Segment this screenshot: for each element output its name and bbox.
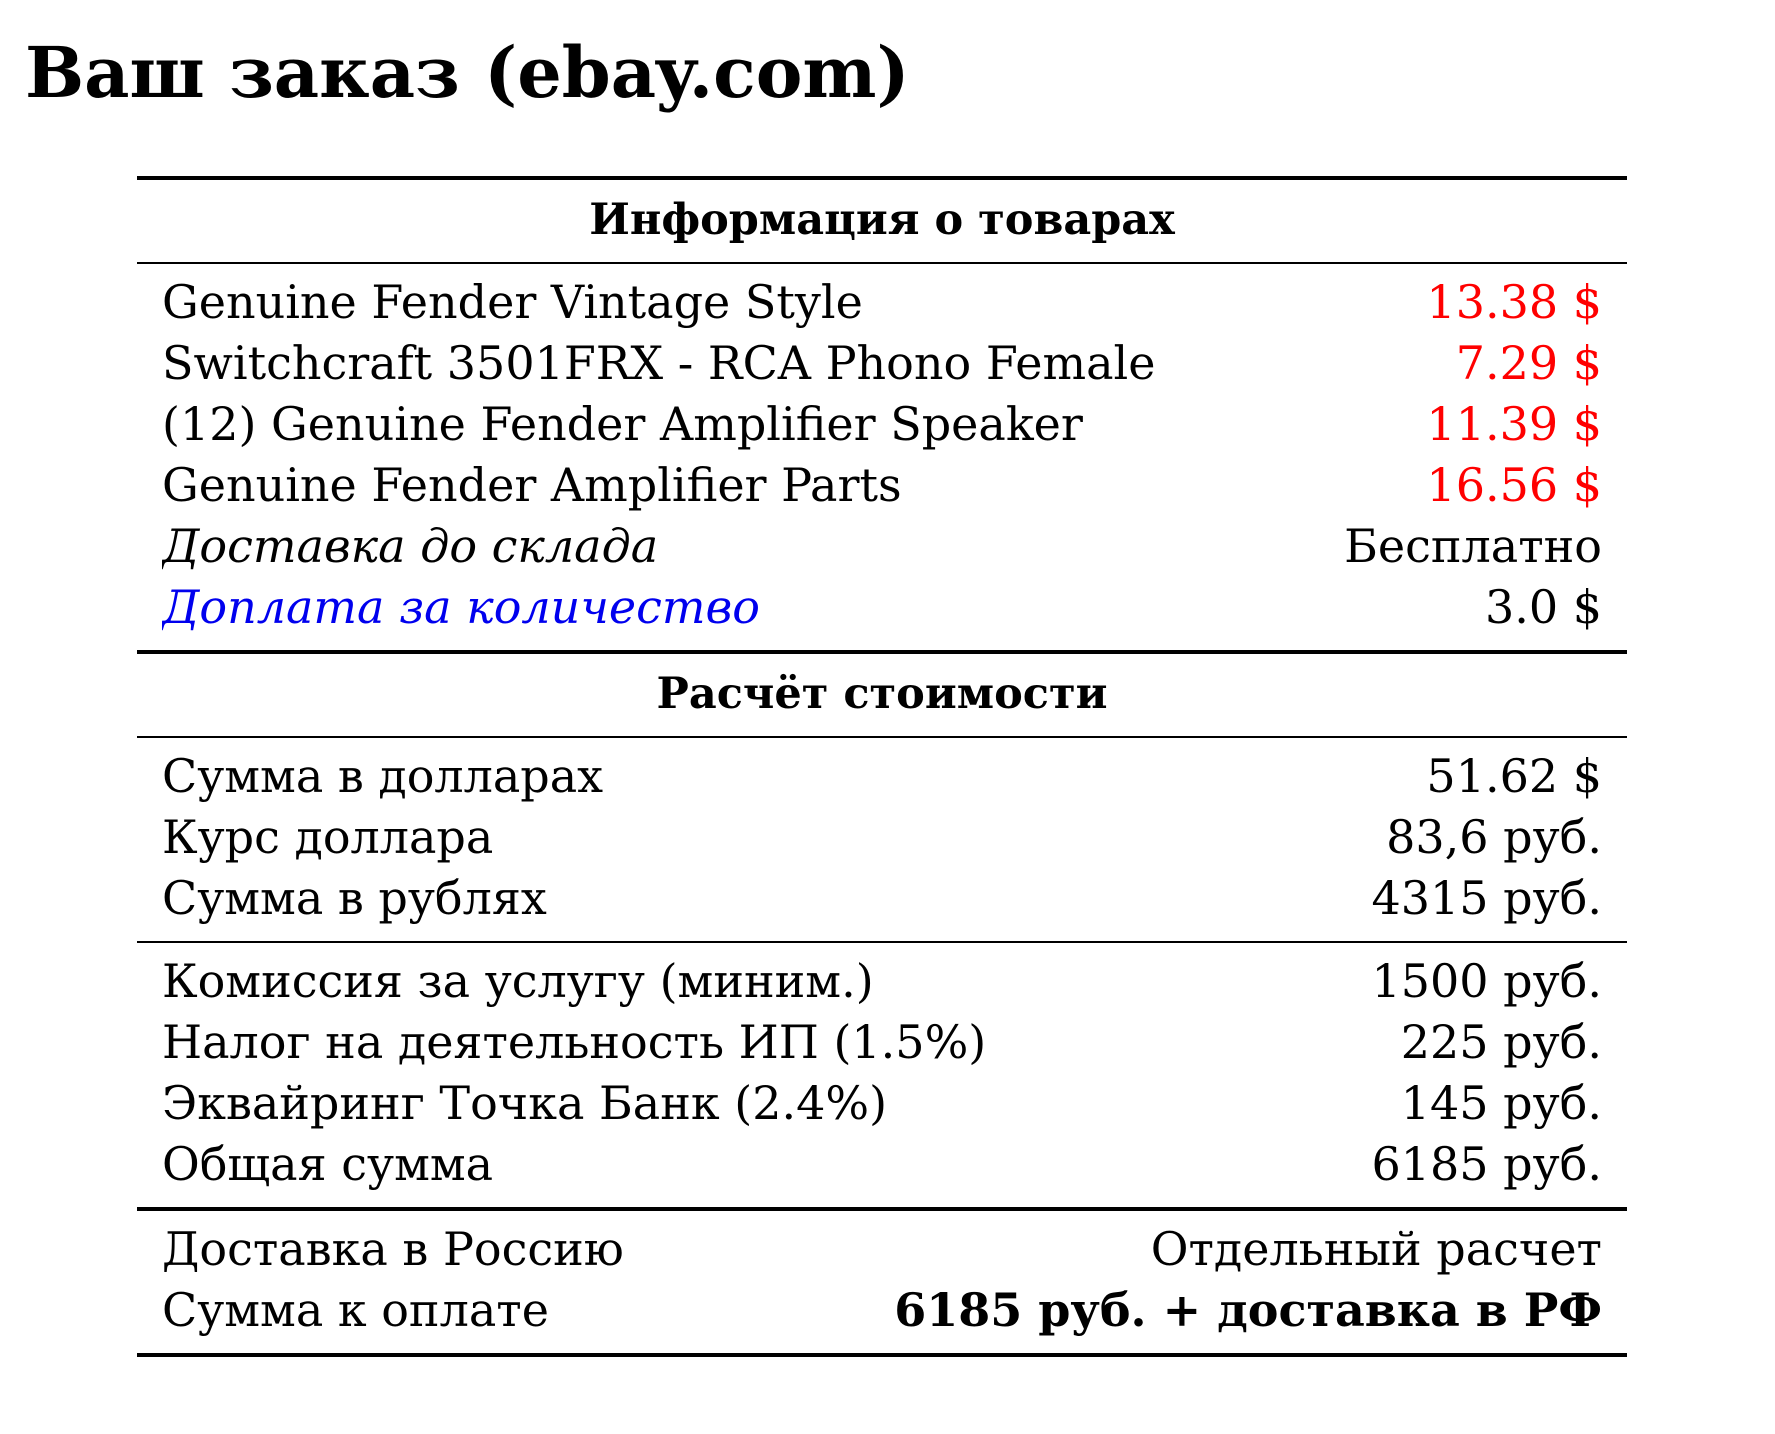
products-list (137, 264, 1627, 650)
total-value: 6185 руб. (1371, 1137, 1602, 1191)
product-name: Genuine Fender Vintage Style (162, 275, 863, 329)
acquiring-row (137, 1073, 1627, 1134)
tax-row (137, 1012, 1627, 1073)
russia-delivery-row (137, 1219, 1627, 1280)
service-fee-value: 1500 руб. (1371, 954, 1602, 1008)
warehouse-shipping-row (137, 516, 1627, 577)
warehouse-shipping-value: Бесплатно (1344, 519, 1602, 573)
tax-label: Налог на деятельность ИП (1.5%) (162, 1015, 987, 1069)
total-row (137, 1134, 1627, 1195)
table-bottom-rule (137, 1353, 1627, 1357)
quantity-surcharge-value: 3.0 $ (1484, 580, 1602, 634)
product-price: 13.38 $ (1426, 275, 1602, 329)
acquiring-value: 145 руб. (1400, 1076, 1602, 1130)
product-row (137, 394, 1627, 455)
product-name: (12) Genuine Fender Amplifier Speaker (162, 397, 1083, 451)
warehouse-shipping-label: Доставка до склада (162, 519, 659, 573)
product-row (137, 333, 1627, 394)
acquiring-label: Эквайринг Точка Банк (2.4%) (162, 1076, 888, 1130)
amount-due-row (137, 1280, 1627, 1341)
rub-sum-row (137, 868, 1627, 929)
page-title: Ваш заказ (ebay.com) (25, 31, 910, 114)
total-label: Общая сумма (162, 1137, 494, 1191)
product-row (137, 272, 1627, 333)
product-name: Genuine Fender Amplifier Parts (162, 458, 902, 512)
calc-heading: Расчёт стоимости (656, 669, 1108, 719)
exchange-rate-label: Курс доллара (162, 810, 494, 864)
order-table (137, 176, 1627, 1357)
tax-value: 225 руб. (1400, 1015, 1602, 1069)
product-price: 11.39 $ (1426, 397, 1602, 451)
product-row (137, 455, 1627, 516)
calc-fees-group (137, 943, 1627, 1207)
usd-sum-value: 51.62 $ (1426, 749, 1602, 803)
product-price: 7.29 $ (1455, 336, 1602, 390)
exchange-rate-row (137, 807, 1627, 868)
quantity-surcharge-link[interactable]: Доплата за количество (162, 580, 760, 634)
calc-usd-group (137, 738, 1627, 941)
payment-group (137, 1211, 1627, 1353)
exchange-rate-value: 83,6 руб. (1386, 810, 1602, 864)
usd-sum-row (137, 746, 1627, 807)
usd-sum-label: Сумма в долларах (162, 749, 604, 803)
products-heading: Информация о товарах (589, 195, 1175, 245)
service-fee-row (137, 951, 1627, 1012)
amount-due-value: 6185 руб. + доставка в РФ (894, 1283, 1602, 1337)
service-fee-label: Комиссия за услугу (миним.) (162, 954, 874, 1008)
russia-delivery-value: Отдельный расчет (1150, 1222, 1602, 1276)
product-name: Switchcraft 3501FRX - RCA Phono Female (162, 336, 1156, 390)
amount-due-label: Сумма к оплате (162, 1283, 549, 1337)
russia-delivery-label: Доставка в Россию (162, 1222, 624, 1276)
rub-sum-value: 4315 руб. (1371, 871, 1602, 925)
quantity-surcharge-row (137, 577, 1627, 638)
rub-sum-label: Сумма в рублях (162, 871, 547, 925)
product-price: 16.56 $ (1426, 458, 1602, 512)
